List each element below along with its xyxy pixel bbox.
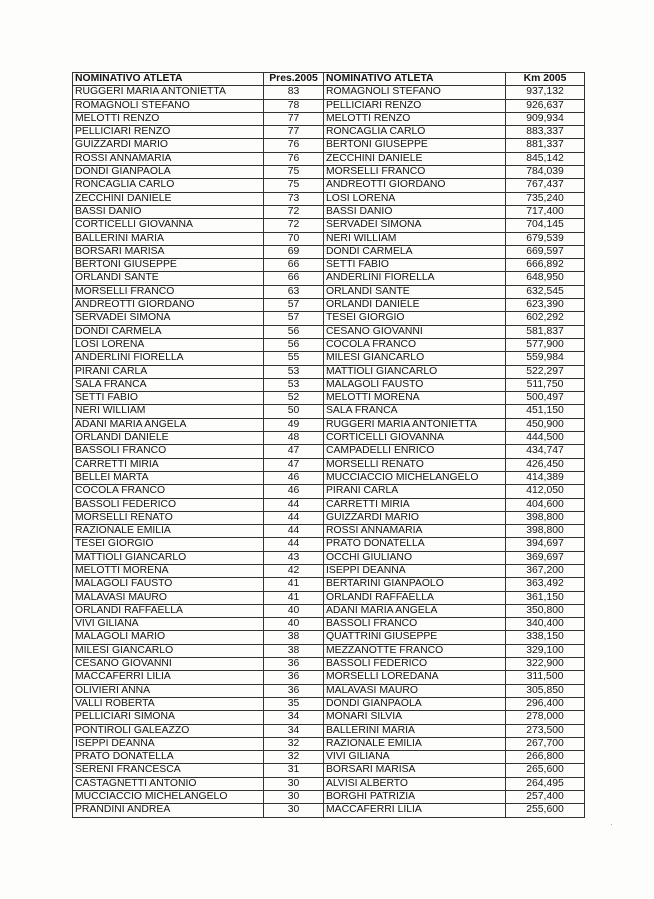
attendance-count: 57 bbox=[264, 299, 324, 312]
table-row bbox=[73, 192, 585, 205]
km-total: 398,800 bbox=[506, 511, 585, 524]
table-row bbox=[73, 259, 585, 272]
attendance-count: 44 bbox=[264, 525, 324, 538]
athlete-name-attendance: MALAVASI MAURO bbox=[73, 591, 264, 604]
attendance-count: 83 bbox=[264, 86, 324, 99]
km-total: 909,934 bbox=[506, 112, 585, 125]
athlete-name-attendance: ADANI MARIA ANGELA bbox=[73, 418, 264, 431]
km-total: 404,600 bbox=[506, 498, 585, 511]
athlete-name-km: DONDI GIANPAOLA bbox=[324, 697, 506, 710]
attendance-count: 36 bbox=[264, 658, 324, 671]
table-row bbox=[73, 644, 585, 657]
athlete-name-km: PELLICIARI RENZO bbox=[324, 99, 506, 112]
athlete-name-km: ORLANDI RAFFAELLA bbox=[324, 591, 506, 604]
athlete-name-attendance: MALAGOLI MARIO bbox=[73, 631, 264, 644]
athlete-name-km: MALAGOLI FAUSTO bbox=[324, 378, 506, 391]
attendance-count: 75 bbox=[264, 179, 324, 192]
scan-speck: · bbox=[610, 820, 613, 829]
athlete-name-attendance: BALLERINI MARIA bbox=[73, 232, 264, 245]
athlete-name-km: GUIZZARDI MARIO bbox=[324, 511, 506, 524]
km-total: 361,150 bbox=[506, 591, 585, 604]
athlete-name-attendance: VALLI ROBERTA bbox=[73, 697, 264, 710]
km-total: 717,400 bbox=[506, 205, 585, 218]
table-row bbox=[73, 631, 585, 644]
km-total: 255,600 bbox=[506, 804, 585, 817]
attendance-count: 63 bbox=[264, 285, 324, 298]
athlete-name-attendance: PRANDINI ANDREA bbox=[73, 804, 264, 817]
table-row bbox=[73, 737, 585, 750]
attendance-count: 44 bbox=[264, 511, 324, 524]
attendance-count: 75 bbox=[264, 166, 324, 179]
athlete-name-attendance: BORSARI MARISA bbox=[73, 245, 264, 258]
attendance-count: 35 bbox=[264, 697, 324, 710]
athlete-name-attendance: ANDREOTTI GIORDANO bbox=[73, 299, 264, 312]
athlete-name-km: ALVISI ALBERTO bbox=[324, 777, 506, 790]
table-row bbox=[73, 405, 585, 418]
athlete-name-attendance: RONCAGLIA CARLO bbox=[73, 179, 264, 192]
athlete-name-attendance: RUGGERI MARIA ANTONIETTA bbox=[73, 86, 264, 99]
athlete-name-km: ADANI MARIA ANGELA bbox=[324, 604, 506, 617]
athlete-name-attendance: MILESI GIANCARLO bbox=[73, 644, 264, 657]
table-row bbox=[73, 578, 585, 591]
table-row bbox=[73, 604, 585, 617]
athlete-name-attendance: PELLICIARI SIMONA bbox=[73, 711, 264, 724]
km-total: 581,837 bbox=[506, 325, 585, 338]
attendance-count: 52 bbox=[264, 392, 324, 405]
km-total: 735,240 bbox=[506, 192, 585, 205]
attendance-count: 53 bbox=[264, 365, 324, 378]
athlete-name-km: MORSELLI LOREDANA bbox=[324, 671, 506, 684]
athlete-name-attendance: BASSI DANIO bbox=[73, 205, 264, 218]
ranking-sheet bbox=[72, 72, 585, 818]
attendance-count: 69 bbox=[264, 245, 324, 258]
athlete-name-attendance: ROSSI ANNAMARIA bbox=[73, 152, 264, 165]
athlete-name-km: MELOTTI RENZO bbox=[324, 112, 506, 125]
athlete-name-km: NERI WILLIAM bbox=[324, 232, 506, 245]
attendance-count: 50 bbox=[264, 405, 324, 418]
athlete-name-km: MILESI GIANCARLO bbox=[324, 352, 506, 365]
athlete-name-km: VIVI GILIANA bbox=[324, 751, 506, 764]
athlete-name-attendance: CESANO GIOVANNI bbox=[73, 658, 264, 671]
athlete-name-attendance: ORLANDI SANTE bbox=[73, 272, 264, 285]
km-total: 784,039 bbox=[506, 166, 585, 179]
athlete-name-km: COCOLA FRANCO bbox=[324, 338, 506, 351]
attendance-count: 38 bbox=[264, 631, 324, 644]
table-row bbox=[73, 551, 585, 564]
km-total: 394,697 bbox=[506, 538, 585, 551]
athlete-name-km: RAZIONALE EMILIA bbox=[324, 737, 506, 750]
attendance-count: 48 bbox=[264, 432, 324, 445]
attendance-count: 40 bbox=[264, 618, 324, 631]
athlete-name-attendance: GUIZZARDI MARIO bbox=[73, 139, 264, 152]
athlete-name-km: RONCAGLIA CARLO bbox=[324, 126, 506, 139]
attendance-count: 72 bbox=[264, 219, 324, 232]
attendance-count: 56 bbox=[264, 338, 324, 351]
attendance-count: 73 bbox=[264, 192, 324, 205]
athlete-name-km: SERVADEI SIMONA bbox=[324, 219, 506, 232]
attendance-count: 53 bbox=[264, 378, 324, 391]
table-row bbox=[73, 777, 585, 790]
athlete-name-km: ANDREOTTI GIORDANO bbox=[324, 179, 506, 192]
attendance-count: 41 bbox=[264, 591, 324, 604]
athlete-name-km: MELOTTI MORENA bbox=[324, 392, 506, 405]
attendance-count: 78 bbox=[264, 99, 324, 112]
athlete-name-km: ORLANDI DANIELE bbox=[324, 299, 506, 312]
km-total: 500,497 bbox=[506, 392, 585, 405]
athlete-name-attendance: ORLANDI RAFFAELLA bbox=[73, 604, 264, 617]
table-row bbox=[73, 86, 585, 99]
athlete-name-km: BERTONI GIUSEPPE bbox=[324, 139, 506, 152]
header-row bbox=[73, 73, 585, 86]
km-total: 338,150 bbox=[506, 631, 585, 644]
km-total: 412,050 bbox=[506, 485, 585, 498]
athlete-name-attendance: DONDI GIANPAOLA bbox=[73, 166, 264, 179]
km-total: 265,600 bbox=[506, 764, 585, 777]
attendance-count: 46 bbox=[264, 485, 324, 498]
km-total: 666,892 bbox=[506, 259, 585, 272]
attendance-count: 44 bbox=[264, 538, 324, 551]
athlete-name-km: RUGGERI MARIA ANTONIETTA bbox=[324, 418, 506, 431]
athlete-name-km: MEZZANOTTE FRANCO bbox=[324, 644, 506, 657]
attendance-count: 76 bbox=[264, 139, 324, 152]
km-total: 367,200 bbox=[506, 564, 585, 577]
table-row bbox=[73, 126, 585, 139]
athlete-name-km: ROMAGNOLI STEFANO bbox=[324, 86, 506, 99]
attendance-count: 30 bbox=[264, 804, 324, 817]
athlete-name-attendance: PELLICIARI RENZO bbox=[73, 126, 264, 139]
header-athlete-name-attendance: NOMINATIVO ATLETA bbox=[73, 73, 264, 86]
athlete-name-km: BASSOLI FEDERICO bbox=[324, 658, 506, 671]
athlete-name-km: CESANO GIOVANNI bbox=[324, 325, 506, 338]
attendance-count: 34 bbox=[264, 724, 324, 737]
athlete-name-attendance: SALA FRANCA bbox=[73, 378, 264, 391]
km-total: 679,539 bbox=[506, 232, 585, 245]
athlete-name-km: CARRETTI MIRIA bbox=[324, 498, 506, 511]
table-row bbox=[73, 245, 585, 258]
athlete-name-km: CAMPADELLI ENRICO bbox=[324, 445, 506, 458]
athlete-name-km: LOSI LORENA bbox=[324, 192, 506, 205]
attendance-count: 76 bbox=[264, 152, 324, 165]
table-row bbox=[73, 152, 585, 165]
km-total: 577,900 bbox=[506, 338, 585, 351]
km-total: 329,100 bbox=[506, 644, 585, 657]
athlete-name-attendance: ORLANDI DANIELE bbox=[73, 432, 264, 445]
athlete-name-attendance: PRATO DONATELLA bbox=[73, 751, 264, 764]
athlete-name-km: BERTARINI GIANPAOLO bbox=[324, 578, 506, 591]
athlete-name-attendance: MACCAFERRI LILIA bbox=[73, 671, 264, 684]
attendance-count: 72 bbox=[264, 205, 324, 218]
athlete-name-km: SALA FRANCA bbox=[324, 405, 506, 418]
km-total: 363,492 bbox=[506, 578, 585, 591]
table-row bbox=[73, 392, 585, 405]
athlete-name-attendance: LOSI LORENA bbox=[73, 338, 264, 351]
km-total: 602,292 bbox=[506, 312, 585, 325]
athlete-name-km: SETTI FABIO bbox=[324, 259, 506, 272]
table-row bbox=[73, 139, 585, 152]
attendance-count: 47 bbox=[264, 458, 324, 471]
table-row bbox=[73, 471, 585, 484]
table-row bbox=[73, 671, 585, 684]
athlete-name-attendance: MATTIOLI GIANCARLO bbox=[73, 551, 264, 564]
table-row bbox=[73, 179, 585, 192]
athlete-name-km: ROSSI ANNAMARIA bbox=[324, 525, 506, 538]
km-total: 632,545 bbox=[506, 285, 585, 298]
table-row bbox=[73, 112, 585, 125]
athlete-name-km: TESEI GIORGIO bbox=[324, 312, 506, 325]
km-total: 369,697 bbox=[506, 551, 585, 564]
attendance-count: 41 bbox=[264, 578, 324, 591]
athlete-name-km: BORSARI MARISA bbox=[324, 764, 506, 777]
km-total: 511,750 bbox=[506, 378, 585, 391]
table-row bbox=[73, 432, 585, 445]
km-total: 451,150 bbox=[506, 405, 585, 418]
table-row bbox=[73, 684, 585, 697]
header-km: Km 2005 bbox=[506, 73, 585, 86]
athlete-name-km: MALAVASI MAURO bbox=[324, 684, 506, 697]
athlete-name-attendance: MALAGOLI FAUSTO bbox=[73, 578, 264, 591]
table-row bbox=[73, 299, 585, 312]
athlete-name-attendance: VIVI GILIANA bbox=[73, 618, 264, 631]
table-row bbox=[73, 564, 585, 577]
athlete-name-km: QUATTRINI GIUSEPPE bbox=[324, 631, 506, 644]
athlete-name-attendance: CARRETTI MIRIA bbox=[73, 458, 264, 471]
header-attendance: Pres.2005 bbox=[264, 73, 324, 86]
table-row bbox=[73, 711, 585, 724]
athlete-name-km: MUCCIACCIO MICHELANGELO bbox=[324, 471, 506, 484]
km-total: 450,900 bbox=[506, 418, 585, 431]
athlete-name-km: ANDERLINI FIORELLA bbox=[324, 272, 506, 285]
athlete-name-attendance: OLIVIERI ANNA bbox=[73, 684, 264, 697]
km-total: 322,900 bbox=[506, 658, 585, 671]
km-total: 266,800 bbox=[506, 751, 585, 764]
km-total: 937,132 bbox=[506, 86, 585, 99]
athlete-name-km: MATTIOLI GIANCARLO bbox=[324, 365, 506, 378]
km-total: 669,597 bbox=[506, 245, 585, 258]
attendance-count: 66 bbox=[264, 272, 324, 285]
table-body bbox=[73, 86, 585, 817]
athlete-name-km: ISEPPI DEANNA bbox=[324, 564, 506, 577]
table-row bbox=[73, 525, 585, 538]
attendance-count: 44 bbox=[264, 498, 324, 511]
table-row bbox=[73, 205, 585, 218]
athlete-name-attendance: BELLEI MARTA bbox=[73, 471, 264, 484]
attendance-count: 46 bbox=[264, 471, 324, 484]
table-row bbox=[73, 791, 585, 804]
athlete-name-attendance: SERVADEI SIMONA bbox=[73, 312, 264, 325]
attendance-count: 30 bbox=[264, 791, 324, 804]
athlete-name-km: MONARI SILVIA bbox=[324, 711, 506, 724]
km-total: 311,500 bbox=[506, 671, 585, 684]
table-row bbox=[73, 618, 585, 631]
km-total: 623,390 bbox=[506, 299, 585, 312]
attendance-count: 36 bbox=[264, 671, 324, 684]
athlete-name-km: CORTICELLI GIOVANNA bbox=[324, 432, 506, 445]
table-row bbox=[73, 511, 585, 524]
km-total: 926,637 bbox=[506, 99, 585, 112]
athlete-name-attendance: PIRANI CARLA bbox=[73, 365, 264, 378]
table-row bbox=[73, 272, 585, 285]
athlete-name-attendance: CASTAGNETTI ANTONIO bbox=[73, 777, 264, 790]
athlete-name-attendance: MELOTTI MORENA bbox=[73, 564, 264, 577]
table-row bbox=[73, 538, 585, 551]
attendance-count: 47 bbox=[264, 445, 324, 458]
athlete-name-attendance: BASSOLI FRANCO bbox=[73, 445, 264, 458]
km-total: 767,437 bbox=[506, 179, 585, 192]
athlete-name-km: ORLANDI SANTE bbox=[324, 285, 506, 298]
table-row bbox=[73, 166, 585, 179]
table-row bbox=[73, 658, 585, 671]
athlete-name-attendance: MELOTTI RENZO bbox=[73, 112, 264, 125]
km-total: 398,800 bbox=[506, 525, 585, 538]
km-total: 522,297 bbox=[506, 365, 585, 378]
km-total: 426,450 bbox=[506, 458, 585, 471]
table-row bbox=[73, 697, 585, 710]
km-total: 305,850 bbox=[506, 684, 585, 697]
athlete-name-km: OCCHI GIULIANO bbox=[324, 551, 506, 564]
attendance-count: 38 bbox=[264, 644, 324, 657]
table-row bbox=[73, 325, 585, 338]
attendance-count: 31 bbox=[264, 764, 324, 777]
athlete-name-km: MACCAFERRI LILIA bbox=[324, 804, 506, 817]
athlete-name-attendance: ANDERLINI FIORELLA bbox=[73, 352, 264, 365]
table-row bbox=[73, 445, 585, 458]
km-total: 350,800 bbox=[506, 604, 585, 617]
athletes-table bbox=[72, 72, 585, 818]
table-row bbox=[73, 485, 585, 498]
attendance-count: 56 bbox=[264, 325, 324, 338]
attendance-count: 32 bbox=[264, 751, 324, 764]
km-total: 267,700 bbox=[506, 737, 585, 750]
attendance-count: 57 bbox=[264, 312, 324, 325]
km-total: 434,747 bbox=[506, 445, 585, 458]
athlete-name-km: BALLERINI MARIA bbox=[324, 724, 506, 737]
attendance-count: 66 bbox=[264, 259, 324, 272]
athlete-name-attendance: PONTIROLI GALEAZZO bbox=[73, 724, 264, 737]
athlete-name-attendance: ISEPPI DEANNA bbox=[73, 737, 264, 750]
athlete-name-attendance: ZECCHINI DANIELE bbox=[73, 192, 264, 205]
athlete-name-attendance: COCOLA FRANCO bbox=[73, 485, 264, 498]
table-row bbox=[73, 219, 585, 232]
attendance-count: 77 bbox=[264, 112, 324, 125]
km-total: 340,400 bbox=[506, 618, 585, 631]
athlete-name-km: PIRANI CARLA bbox=[324, 485, 506, 498]
athlete-name-attendance: BERTONI GIUSEPPE bbox=[73, 259, 264, 272]
km-total: 881,337 bbox=[506, 139, 585, 152]
athlete-name-attendance: CORTICELLI GIOVANNA bbox=[73, 219, 264, 232]
table-row bbox=[73, 764, 585, 777]
attendance-count: 40 bbox=[264, 604, 324, 617]
attendance-count: 42 bbox=[264, 564, 324, 577]
athlete-name-km: ZECCHINI DANIELE bbox=[324, 152, 506, 165]
table-row bbox=[73, 458, 585, 471]
attendance-count: 55 bbox=[264, 352, 324, 365]
km-total: 257,400 bbox=[506, 791, 585, 804]
athlete-name-attendance: RAZIONALE EMILIA bbox=[73, 525, 264, 538]
athlete-name-km: BASSOLI FRANCO bbox=[324, 618, 506, 631]
athlete-name-km: DONDI CARMELA bbox=[324, 245, 506, 258]
km-total: 648,950 bbox=[506, 272, 585, 285]
athlete-name-attendance: NERI WILLIAM bbox=[73, 405, 264, 418]
km-total: 264,495 bbox=[506, 777, 585, 790]
athlete-name-attendance: MUCCIACCIO MICHELANGELO bbox=[73, 791, 264, 804]
athlete-name-km: MORSELLI RENATO bbox=[324, 458, 506, 471]
km-total: 273,500 bbox=[506, 724, 585, 737]
attendance-count: 30 bbox=[264, 777, 324, 790]
table-row bbox=[73, 338, 585, 351]
table-row bbox=[73, 352, 585, 365]
table-row bbox=[73, 285, 585, 298]
athlete-name-attendance: DONDI CARMELA bbox=[73, 325, 264, 338]
attendance-count: 77 bbox=[264, 126, 324, 139]
athlete-name-attendance: MORSELLI RENATO bbox=[73, 511, 264, 524]
athlete-name-km: BORGHI PATRIZIA bbox=[324, 791, 506, 804]
athlete-name-attendance: MORSELLI FRANCO bbox=[73, 285, 264, 298]
athlete-name-attendance: SETTI FABIO bbox=[73, 392, 264, 405]
km-total: 883,337 bbox=[506, 126, 585, 139]
table-row bbox=[73, 99, 585, 112]
attendance-count: 36 bbox=[264, 684, 324, 697]
table-row bbox=[73, 418, 585, 431]
table-row bbox=[73, 312, 585, 325]
athlete-name-km: MORSELLI FRANCO bbox=[324, 166, 506, 179]
table-row bbox=[73, 591, 585, 604]
attendance-count: 43 bbox=[264, 551, 324, 564]
table-row bbox=[73, 232, 585, 245]
km-total: 845,142 bbox=[506, 152, 585, 165]
athlete-name-attendance: ROMAGNOLI STEFANO bbox=[73, 99, 264, 112]
table-row bbox=[73, 378, 585, 391]
attendance-count: 32 bbox=[264, 737, 324, 750]
table-row bbox=[73, 724, 585, 737]
table-row bbox=[73, 751, 585, 764]
athlete-name-attendance: TESEI GIORGIO bbox=[73, 538, 264, 551]
km-total: 296,400 bbox=[506, 697, 585, 710]
km-total: 559,984 bbox=[506, 352, 585, 365]
km-total: 444,500 bbox=[506, 432, 585, 445]
table-row bbox=[73, 498, 585, 511]
table-row bbox=[73, 804, 585, 817]
km-total: 414,389 bbox=[506, 471, 585, 484]
athlete-name-km: BASSI DANIO bbox=[324, 205, 506, 218]
athlete-name-attendance: BASSOLI FEDERICO bbox=[73, 498, 264, 511]
attendance-count: 70 bbox=[264, 232, 324, 245]
header-athlete-name-km: NOMINATIVO ATLETA bbox=[324, 73, 506, 86]
km-total: 704,145 bbox=[506, 219, 585, 232]
athlete-name-km: PRATO DONATELLA bbox=[324, 538, 506, 551]
attendance-count: 49 bbox=[264, 418, 324, 431]
athlete-name-attendance: SERENI FRANCESCA bbox=[73, 764, 264, 777]
attendance-count: 34 bbox=[264, 711, 324, 724]
table-row bbox=[73, 365, 585, 378]
km-total: 278,000 bbox=[506, 711, 585, 724]
